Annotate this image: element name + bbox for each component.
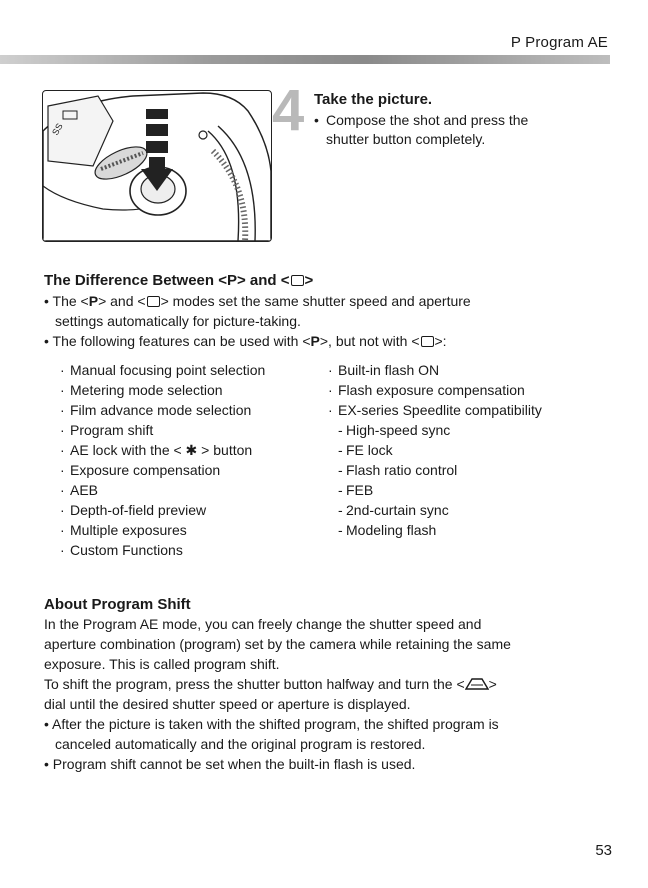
p-mode-symbol: P <box>88 293 99 309</box>
item-text: FEB <box>346 482 374 498</box>
paragraph-line: canceled automatically and the original program is restored. <box>55 736 426 752</box>
list-item <box>60 362 265 378</box>
camera-top-drawing <box>43 91 271 241</box>
bullet: · <box>60 462 65 478</box>
item-text: EX-series Speedlite compatibility <box>338 402 542 418</box>
list-item <box>328 362 439 378</box>
heading-text: > <box>304 272 314 289</box>
item-text: Flash exposure compensation <box>338 382 525 398</box>
bullet: · <box>60 442 65 458</box>
difference-heading <box>44 272 313 289</box>
bullet: · <box>60 422 65 438</box>
dash: - <box>338 462 343 478</box>
full-auto-icon <box>421 336 434 347</box>
list-item <box>60 462 220 478</box>
p-mode-symbol: P <box>310 333 320 349</box>
sub-list-item <box>338 462 457 478</box>
sub-list-item <box>338 502 449 518</box>
item-text: Program shift <box>70 422 154 438</box>
difference-bullet-2 <box>44 333 447 349</box>
full-auto-icon <box>291 275 304 286</box>
item-text: Manual focusing point selection <box>70 362 266 378</box>
step-number: 4 <box>272 78 305 143</box>
page-number: 53 <box>595 842 612 859</box>
sub-list-item <box>338 482 373 498</box>
list-item <box>60 442 252 459</box>
header-rule <box>0 55 610 64</box>
item-text: High-speed sync <box>346 422 451 438</box>
heading-text: The Difference Between < <box>44 272 227 289</box>
text: • The following features can be used with < <box>44 333 311 349</box>
bullet: · <box>60 542 65 558</box>
list-item <box>328 382 525 398</box>
svg-text:SS: SS <box>50 121 65 137</box>
dash: - <box>338 522 343 538</box>
sub-list-item <box>338 422 450 438</box>
bullet: · <box>60 362 65 378</box>
text: >: <box>434 333 447 349</box>
bullet: · <box>328 402 333 418</box>
paragraph-line: • After the picture is taken with the shifted program, the shifted program is <box>44 716 499 732</box>
item-text: FE lock <box>346 442 393 458</box>
bullet: • <box>314 112 319 128</box>
paragraph-line: In the Program AE mode, you can freely change the shutter speed and <box>44 616 482 632</box>
paragraph-line: • Program shift cannot be set when the built-in flash is used. <box>44 756 416 772</box>
step-instructions <box>314 111 614 149</box>
step-title: Take the picture. <box>314 91 433 108</box>
difference-bullet-1 <box>44 293 471 309</box>
list-item <box>60 542 183 558</box>
bullet: · <box>60 482 65 498</box>
text: >, but not with < <box>319 333 420 349</box>
dash: - <box>338 502 343 518</box>
step-text-line: shutter button completely. <box>326 131 486 147</box>
bullet: · <box>60 402 65 418</box>
text: • The < <box>44 293 89 309</box>
item-text: Custom Functions <box>70 542 183 558</box>
p-mode-symbol: P <box>226 272 237 289</box>
paragraph-line: dial until the desired shutter speed or aperture is displayed. <box>44 696 411 712</box>
page-title: P Program AE <box>510 34 608 51</box>
text: > <box>488 676 497 692</box>
item-text: Multiple exposures <box>70 522 187 538</box>
item-text: Modeling flash <box>346 522 437 538</box>
list-item <box>60 502 206 518</box>
item-text: Metering mode selection <box>70 382 223 398</box>
item-text: Built-in flash ON <box>338 362 440 378</box>
text: > modes set the same shutter speed and aperture <box>160 293 471 309</box>
item-text: Flash ratio control <box>346 462 458 478</box>
item-text: Exposure compensation <box>70 462 221 478</box>
bullet: · <box>328 362 333 378</box>
list-item <box>328 402 542 418</box>
bullet: · <box>328 382 333 398</box>
list-item <box>60 422 153 438</box>
bullet: · <box>60 382 65 398</box>
sub-list-item <box>338 442 393 458</box>
sub-list-item <box>338 522 436 538</box>
list-item <box>60 522 187 538</box>
list-item <box>60 382 223 398</box>
bullet: · <box>60 522 65 538</box>
full-auto-icon <box>147 296 160 307</box>
item-text: AEB <box>70 482 99 498</box>
text: > and < <box>98 293 146 309</box>
list-item <box>60 402 251 418</box>
step-text-line: Compose the shot and press the <box>326 112 529 128</box>
item-text: Depth-of-field preview <box>70 502 207 518</box>
item-text: Film advance mode selection <box>70 402 252 418</box>
dash: - <box>338 482 343 498</box>
text: To shift the program, press the shutter button halfway and turn the < <box>44 676 465 692</box>
paragraph-line <box>44 676 497 692</box>
item-text: 2nd-curtain sync <box>346 502 449 518</box>
main-dial-icon <box>465 677 489 690</box>
item-text: AE lock with the < ✱ > button <box>70 442 253 458</box>
program-shift-heading: About Program Shift <box>44 596 191 613</box>
difference-bullet-1-cont: settings automatically for picture-taking. <box>55 313 301 329</box>
paragraph-line: aperture combination (program) set by the camera while retaining the same <box>44 636 511 652</box>
camera-shutter-illustration <box>42 90 272 242</box>
heading-text: > and < <box>237 272 290 289</box>
dash: - <box>338 442 343 458</box>
list-item <box>60 482 98 498</box>
dash: - <box>338 422 343 438</box>
bullet: · <box>60 502 65 518</box>
paragraph-line: exposure. This is called program shift. <box>44 656 280 672</box>
